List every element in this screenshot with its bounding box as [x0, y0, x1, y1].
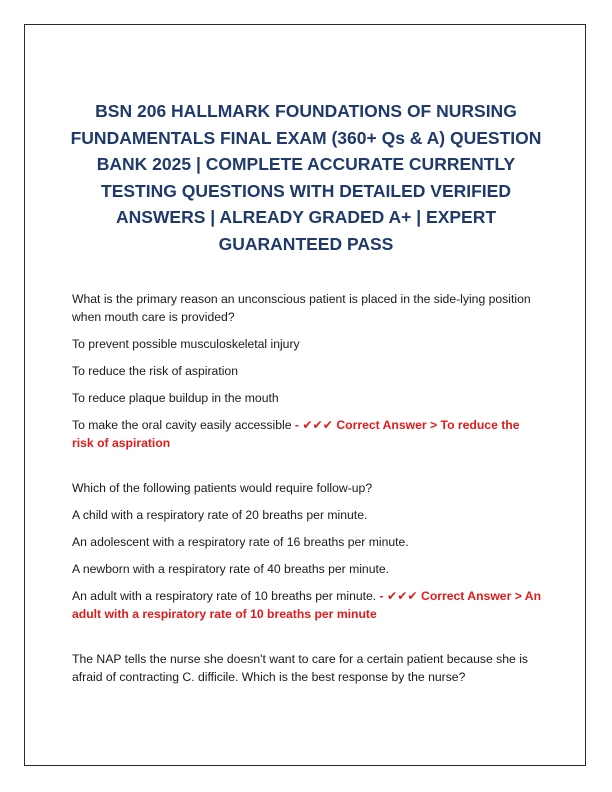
- correct-answer-marker: - ✔✔✔ Correct Answer >: [376, 589, 525, 603]
- option-d: An adult with a respiratory rate of 10 breaths per minute.: [72, 589, 377, 603]
- question-block: [72, 650, 542, 686]
- option-b: An adolescent with a respiratory rate of 16 breaths per minute.: [72, 535, 409, 549]
- option-b: To reduce the risk of aspiration: [72, 364, 238, 378]
- option-c: To reduce plaque buildup in the mouth: [72, 391, 279, 405]
- question-text: What is the primary reason an unconscious patient is placed in the side-lying position when mouth care is provided?: [72, 292, 531, 324]
- option-d: To make the oral cavity easily accessible: [72, 418, 292, 432]
- correct-answer: An adult with a respiratory rate of 10 breaths per minute: [72, 589, 542, 621]
- question-text: Which of the following patients would require follow-up?: [72, 481, 373, 495]
- question-list: [72, 290, 542, 713]
- option-a: A child with a respiratory rate of 20 breaths per minute.: [72, 508, 368, 522]
- option-d-with-answer: [72, 587, 542, 623]
- option-a: To prevent possible musculoskeletal injury: [72, 337, 300, 351]
- correct-answer: To reduce the risk of aspiration: [72, 418, 520, 450]
- option-c: A newborn with a respiratory rate of 40 breaths per minute.: [72, 562, 390, 576]
- question-text: The NAP tells the nurse she doesn't want to care for a certain patient because she is afraid of contracting C. difficile. Which is the best response by the nurse?: [72, 652, 529, 684]
- document-title: BSN 206 HALLMARK FOUNDATIONS OF NURSING FUNDAMENTALS FINAL EXAM (360+ Qs & A) QUESTION BANK 2025 | COMPLETE ACCURATE CURRENTLY TESTING QUESTIONS WITH DETAILED VERIFIED ANSWERS | ALREADY GRADED A+ | EXPERT GUARANTEED PASS: [70, 101, 542, 254]
- question-block: [72, 479, 542, 623]
- correct-answer-marker: - ✔✔✔ Correct Answer >: [291, 418, 441, 432]
- option-d-with-answer: [72, 416, 542, 452]
- question-block: [72, 290, 542, 452]
